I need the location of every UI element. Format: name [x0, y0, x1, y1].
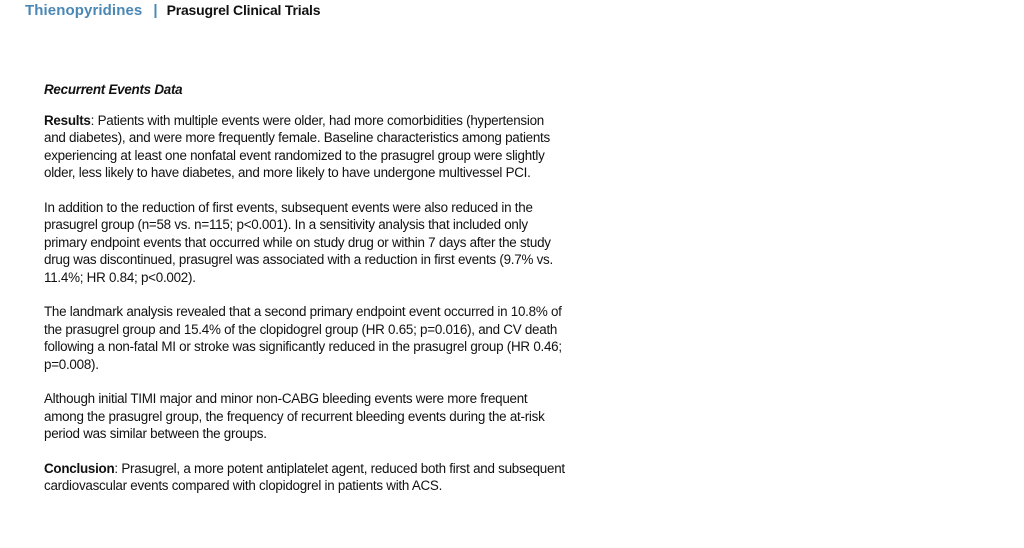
results-label: Results — [44, 112, 91, 128]
conclusion-label: Conclusion — [44, 460, 115, 476]
conclusion-text: : Prasugrel, a more potent antiplatelet agent, reduced both first and subsequent cardiovascular events compared with clopidogrel in patients with ACS. — [44, 460, 565, 493]
slide-header — [25, 0, 320, 20]
header-subtitle: Prasugrel Clinical Trials — [166, 2, 321, 18]
conclusion-paragraph — [44, 460, 569, 495]
section-title: Recurrent Events Data — [44, 82, 183, 97]
paragraph-subsequent-events: In addition to the reduction of first events, subsequent events were also reduced in the prasugrel group (n=58 vs. n=115; p<0.001). In a sensitivity analysis that included only primary endpoint events that occurred while on study drug or within 7 days after the study drug was discontinued, prasugrel was associated with a reduction in first events (9.7% vs. 11.4%; HR 0.84; p<0.002). — [44, 199, 553, 285]
paragraph-bleeding-events: Although initial TIMI major and minor non-CABG bleeding events were more frequent among the prasugrel group, the frequency of recurrent bleeding events during the at-risk period was similar between the groups. — [44, 391, 545, 441]
slide-content — [44, 81, 569, 512]
paragraph-landmark-analysis: The landmark analysis revealed that a second primary endpoint event occurred in 10.8% of the prasugrel group and 15.4% of the clopidogrel group (HR 0.65; p=0.016), and CV death following a non-fatal MI or stroke was significantly reduced in the prasugrel group (HR 0.46; p=0.008). — [44, 304, 562, 372]
header-separator: | — [153, 1, 158, 19]
header-brand: Thienopyridines — [25, 1, 143, 19]
results-text: : Patients with multiple events were older, had more comorbidities (hypertension and diabetes), and were more frequently female. Baseline characteristics among patients experiencing at least one nonfatal event randomized to the prasugrel group were slightly older, less likely to have diabetes, and more likely to have undergone multivessel PCI. — [44, 112, 550, 180]
results-paragraph — [44, 112, 569, 182]
